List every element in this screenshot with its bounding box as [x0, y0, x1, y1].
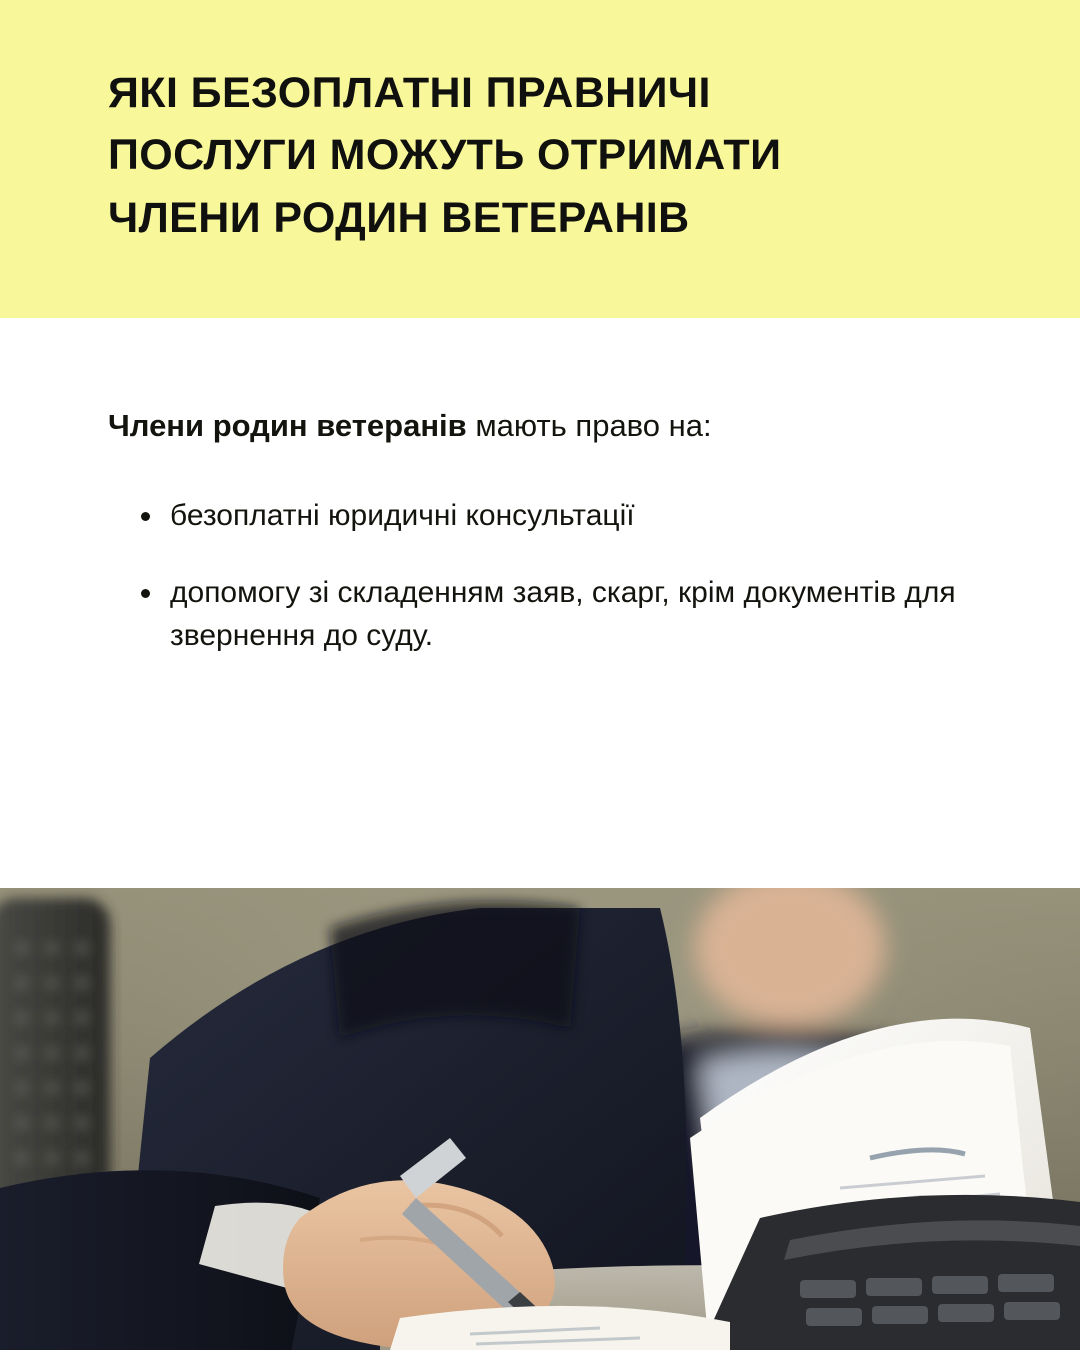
- content-section: [0, 318, 1080, 888]
- photo-graphic: [0, 888, 1080, 1350]
- list-item: [108, 495, 960, 538]
- bullet-dot-icon: [141, 589, 150, 598]
- list-item-label: безоплатні юридичні консультації: [170, 499, 635, 533]
- lead-rest-text: мають право на:: [466, 408, 712, 443]
- list-item-label: допомогу зі складенням заяв, скарг, крім документів для звернення до суду.: [170, 576, 956, 653]
- photo-illustration: [0, 888, 1080, 1350]
- lead-strong-text: Члени родин ветеранів: [108, 408, 467, 443]
- list-item: [108, 572, 960, 658]
- header-band: [0, 0, 1080, 318]
- rights-list: [108, 495, 980, 658]
- bullet-dot-icon: [141, 512, 150, 521]
- page-title: ЯКІ БЕЗОПЛАТНІ ПРАВНИЧІ ПОСЛУГИ МОЖУТЬ ОТРИМАТИ ЧЛЕНИ РОДИН ВЕТЕРАНІВ: [108, 69, 782, 242]
- lead-paragraph: [108, 404, 980, 447]
